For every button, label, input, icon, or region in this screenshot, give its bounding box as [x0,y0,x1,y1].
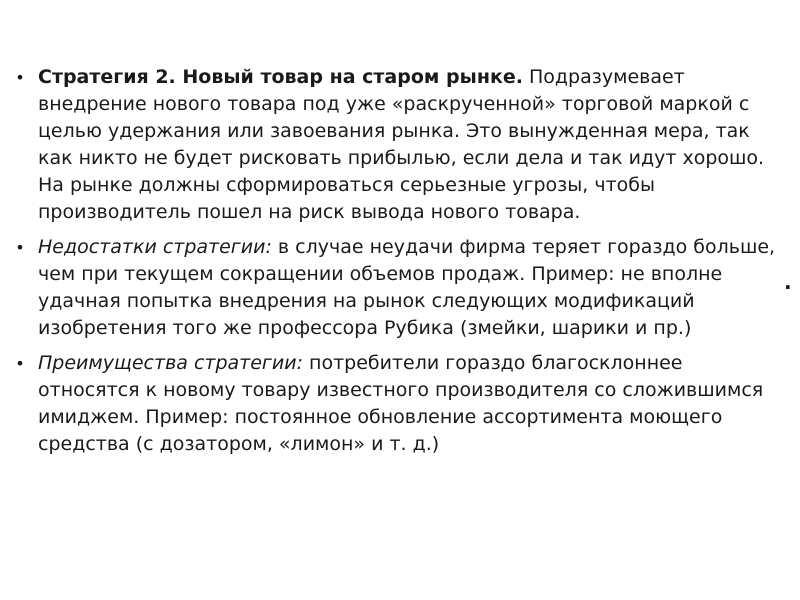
advantages-label: Преимущества стратегии: [38,352,303,374]
bullet-strategy-2 [10,64,780,226]
bullet-marker: • [15,354,25,373]
bullet-marker: • [15,68,25,87]
strategy-heading: Стратегия 2. Новый товар на старом рынке. [38,66,523,88]
disadvantages-text: в случае неудачи фирма теряет гораздо больше, чем при текущем сокращении объемов продаж. Пример: не вполне удачная попытка внедрения на рынок следующих модификаций изобретения того же профессора Рубика (змейки, шарики и пр.) [38,236,776,339]
advantages-text: потребители гораздо благосклоннее относятся к новому товару известного производителя со сложившимся имиджем. Пример: постоянное обновление ассортимента моющего средства (с дозатором, «лимон» и т. д.) [38,352,764,455]
strategy-description: Подразумевает внедрение нового товара под уже «раскрученной» торговой маркой с целью удержания или завоевания рынка. Это вынужденная мера, так как никто не будет рисковать прибылью, если дела и так идут хорошо. На рынке должны сформироваться серьезные угрозы, чтобы производитель пошел на риск вывода нового товара. [38,66,765,223]
side-marker: . [784,270,792,294]
disadvantages-label: Недостатки стратегии: [38,236,272,258]
bullet-marker: • [15,238,25,257]
bullet-advantages [10,350,780,458]
bullet-disadvantages [10,234,780,342]
bullet-list [10,64,780,466]
